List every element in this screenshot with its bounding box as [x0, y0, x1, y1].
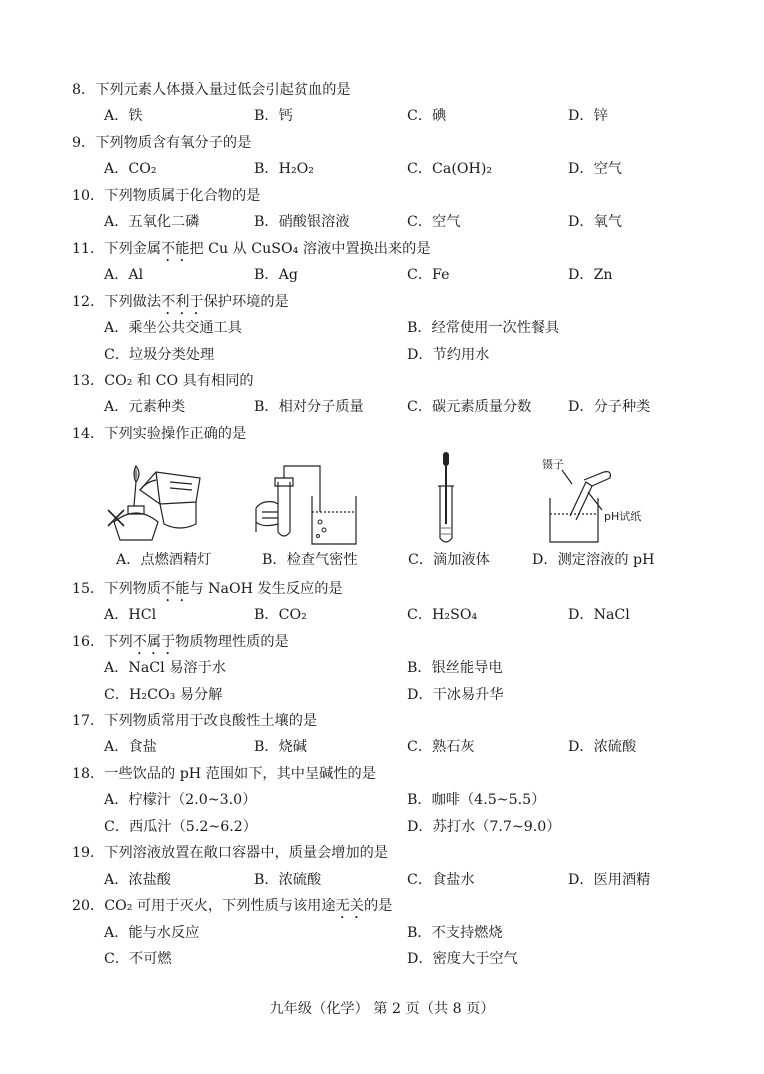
- option-c: C．Ca(OH)₂: [407, 161, 493, 177]
- page-footer: 九年级（化学） 第 2 页（共 8 页）: [269, 1001, 495, 1017]
- options-20-row2: [104, 947, 744, 971]
- options-10: [104, 210, 744, 234]
- option-c: C．H₂CO₃ 易分解: [104, 687, 223, 703]
- question-number: 20．: [72, 898, 105, 914]
- question-stem: 下列做法: [104, 294, 162, 310]
- option-a: A．HCl: [104, 607, 157, 623]
- option-a: A．能与水反应: [104, 925, 200, 941]
- ph-paper-label: pH试纸: [604, 510, 642, 523]
- option-d: D．浓硫酸: [568, 739, 637, 755]
- question-number: 10．: [72, 188, 105, 204]
- figure-caption-b: B．检查气密性: [262, 552, 358, 568]
- question-stem-rest: 与 NaOH 发生反应的是: [189, 581, 343, 597]
- question-20: [72, 894, 392, 918]
- question-11: [72, 237, 431, 261]
- figure-caption-a: A．点燃酒精灯: [116, 552, 212, 568]
- option-a: A．浓盐酸: [104, 872, 171, 888]
- figure-caption-c: C．滴加液体: [408, 552, 490, 568]
- emphasis-text: 不能: [161, 581, 190, 597]
- option-b: B．钙: [254, 108, 293, 124]
- question-stem: 下列物质含有氧分子的是: [95, 135, 252, 151]
- options-16-row2: [104, 683, 744, 707]
- options-11: [104, 263, 744, 287]
- question-stem: 下列物质属于化合物的是: [104, 188, 261, 204]
- option-a: A．柠檬汁（2.0~3.0）: [104, 792, 257, 808]
- option-b: B．相对分子质量: [254, 399, 364, 415]
- option-b: B．不支持燃烧: [407, 925, 503, 941]
- question-stem: 一些饮品的 pH 范围如下，其中呈碱性的是: [104, 766, 376, 782]
- question-17: [72, 709, 317, 733]
- question-19: [72, 841, 388, 865]
- emphasis-text: 不属于: [132, 634, 176, 650]
- option-c: C．不可燃: [104, 951, 172, 967]
- option-a: A．食盐: [104, 739, 157, 755]
- option-a: A．铁: [104, 108, 143, 124]
- alcohol-lamp-figure: [100, 452, 210, 548]
- ph-test-figure: [540, 452, 670, 548]
- options-17: [104, 735, 744, 759]
- option-d: D．干冰易升华: [407, 687, 504, 703]
- emphasis-text: 不能: [161, 241, 190, 257]
- question-stem-rest: 保护环境的是: [203, 294, 289, 310]
- question-13: [72, 369, 254, 393]
- options-19: [104, 868, 744, 892]
- option-c: C．碘: [407, 108, 447, 124]
- options-12-row2: [104, 343, 744, 367]
- question-number: 14．: [72, 426, 105, 442]
- question-stem-rest: 把 Cu 从 CuSO₄ 溶液中置换出来的是: [189, 241, 431, 257]
- option-d: D．锌: [568, 108, 608, 124]
- emphasis-text: 无关: [335, 898, 364, 914]
- option-a: A．乘坐公共交通工具: [104, 320, 242, 336]
- figure-caption-d: D．测定溶液的 pH: [532, 552, 655, 568]
- option-b: B．银丝能导电: [407, 660, 503, 676]
- question-18: [72, 762, 376, 786]
- option-b: B．烧碱: [254, 739, 307, 755]
- option-c: C．熟石灰: [407, 739, 475, 755]
- question-stem-rest: 物质物理性质的是: [175, 634, 289, 650]
- option-a: A．五氧化二磷: [104, 214, 200, 230]
- option-d: D．节约用水: [407, 347, 490, 363]
- options-18-row2: [104, 815, 744, 839]
- question-stem: 下列元素人体摄入量过低会引起贫血的是: [95, 82, 351, 98]
- option-d: D．医用酒精: [568, 872, 651, 888]
- question-9: [72, 131, 251, 155]
- question-10: [72, 184, 260, 208]
- option-b: B．经常使用一次性餐具: [407, 320, 560, 336]
- option-c: C．碳元素质量分数: [407, 399, 532, 415]
- airtightness-figure: [248, 452, 368, 548]
- option-d: D．密度大于空气: [407, 951, 518, 967]
- question-stem: 下列: [104, 634, 133, 650]
- option-d: D．分子种类: [568, 399, 651, 415]
- question-number: 8．: [72, 82, 96, 98]
- question-14: [72, 422, 246, 446]
- option-d: D．苏打水（7.7~9.0）: [407, 819, 561, 835]
- option-c: C．空气: [407, 214, 461, 230]
- question-number: 17．: [72, 713, 105, 729]
- option-b: B．浓硫酸: [254, 872, 322, 888]
- question-number: 16．: [72, 634, 105, 650]
- question-stem: 下列金属: [104, 241, 162, 257]
- option-a: A．CO₂: [104, 161, 157, 177]
- option-b: B．硝酸银溶液: [254, 214, 350, 230]
- question-number: 12．: [72, 294, 105, 310]
- question-stem: 下列溶液放置在敞口容器中，质量会增加的是: [104, 845, 389, 861]
- option-b: B．咖啡（4.5~5.5）: [407, 792, 546, 808]
- option-d: D．Zn: [568, 267, 613, 283]
- options-16-row1: [104, 656, 744, 680]
- options-15: [104, 603, 744, 627]
- question-number: 13．: [72, 373, 105, 389]
- option-c: C．Fe: [407, 267, 450, 283]
- option-d: D．空气: [568, 161, 622, 177]
- options-8: [104, 104, 744, 128]
- option-a: A．Al: [104, 267, 144, 283]
- option-c: C．食盐水: [407, 872, 475, 888]
- question-stem: 下列物质常用于改良酸性土壤的是: [104, 713, 318, 729]
- options-12-row1: [104, 316, 744, 340]
- question-stem: 下列物质: [104, 581, 162, 597]
- options-20-row1: [104, 921, 744, 945]
- option-b: B．Ag: [254, 267, 298, 283]
- question-number: 18．: [72, 766, 105, 782]
- question-number: 11．: [72, 241, 105, 257]
- emphasis-text: 不利于: [161, 294, 204, 310]
- option-a: A．NaCl 易溶于水: [104, 660, 226, 676]
- options-9: [104, 157, 744, 181]
- question-stem: CO₂ 可用于灭火，下列性质与该用途: [104, 898, 336, 914]
- options-18-row1: [104, 788, 744, 812]
- option-c: C．H₂SO₄: [407, 607, 478, 623]
- option-c: C．西瓜汁（5.2~6.2）: [104, 819, 257, 835]
- question-stem: CO₂ 和 CO 具有相同的: [104, 373, 254, 389]
- question-8: [72, 78, 351, 102]
- option-c: C．垃圾分类处理: [104, 347, 215, 363]
- option-b: B．CO₂: [254, 607, 307, 623]
- dropper-figure: [420, 452, 480, 548]
- option-d: D．氧气: [568, 214, 622, 230]
- options-13: [104, 395, 744, 419]
- option-b: B．H₂O₂: [254, 161, 314, 177]
- question-stem-rest: 的是: [363, 898, 393, 914]
- question-16: [72, 630, 289, 654]
- question-stem: 下列实验操作正确的是: [104, 426, 247, 442]
- question-12: [72, 290, 289, 314]
- question-number: 9．: [72, 135, 96, 151]
- question-15: [72, 577, 343, 601]
- option-d: D．NaCl: [568, 607, 630, 623]
- question-number: 19．: [72, 845, 105, 861]
- experiment-figures: [100, 452, 680, 548]
- question-number: 15．: [72, 581, 105, 597]
- option-a: A．元素种类: [104, 399, 186, 415]
- tweezers-label: 镊子: [542, 458, 564, 471]
